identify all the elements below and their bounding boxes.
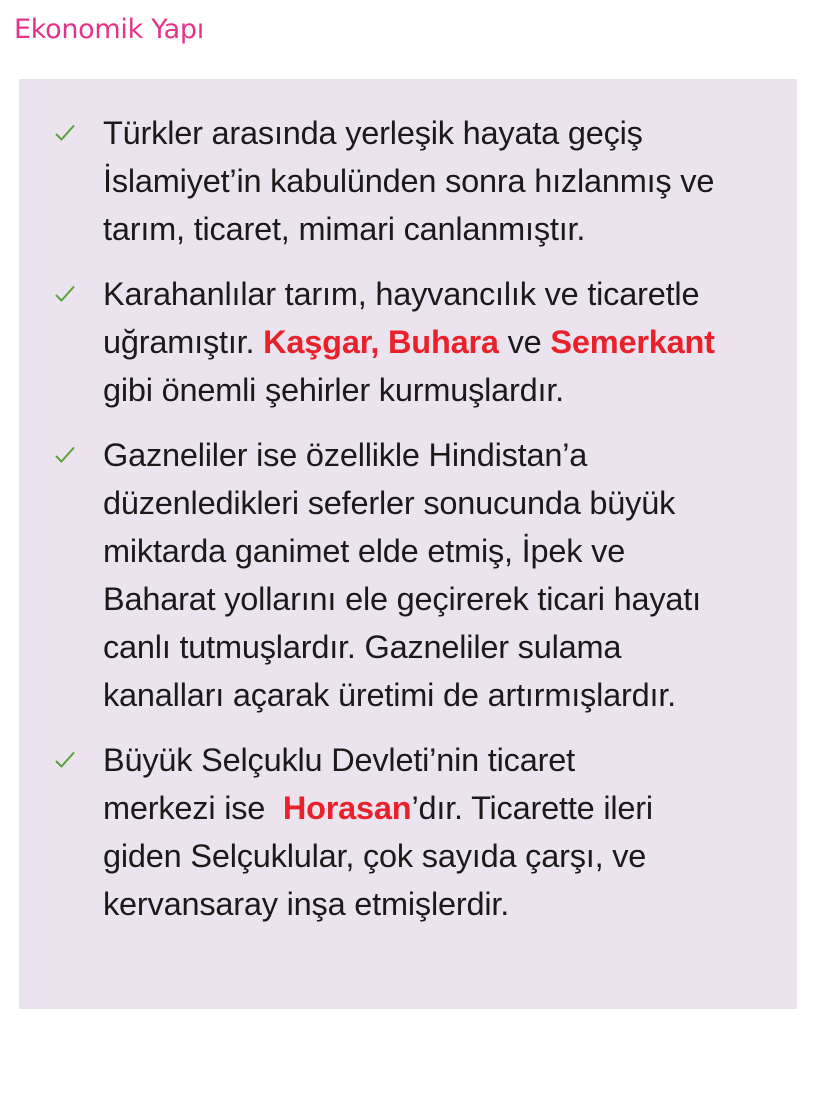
item-line: Türkler arasında yerleşik hayata geçiş <box>103 115 643 151</box>
list-item <box>43 109 783 253</box>
item-line: gibi önemli şehirler kurmuşlardır. <box>103 372 565 408</box>
check-mark-icon <box>55 736 75 784</box>
section-title: Ekonomik Yapı <box>14 14 204 45</box>
item-line: Gazneliler ise özellikle Hindistan’a <box>103 437 588 473</box>
list-item <box>43 270 783 414</box>
highlight-cities: Kaşgar, Buhara <box>263 324 499 360</box>
item-text: ve <box>498 324 551 360</box>
bullet-list <box>43 109 783 928</box>
item-line: Baharat yollarını ele geçirerek ticari hayatı <box>103 581 701 617</box>
item-text: ’dır. Ticarette ileri <box>411 790 653 826</box>
item-line: kanalları açarak üretimi de artırmışlardır. <box>103 677 676 713</box>
item-line: İslamiyet’in kabulünden sonra hızlanmış ve <box>103 163 715 199</box>
item-line: canlı tutmuşlardır. Gazneliler sulama <box>103 629 622 665</box>
list-item <box>43 431 783 719</box>
item-line: kervansaray inşa etmişlerdir. <box>103 886 510 922</box>
item-line: düzenledikleri seferler sonucunda büyük <box>103 485 676 521</box>
item-line: miktarda ganimet elde etmiş, İpek ve <box>103 533 626 569</box>
check-mark-icon <box>55 431 75 479</box>
content-panel <box>19 79 797 1009</box>
item-text: merkezi ise <box>103 790 283 826</box>
item-line: Karahanlılar tarım, hayvancılık ve ticaretle <box>103 276 700 312</box>
check-mark-icon <box>55 270 75 318</box>
item-line: tarım, ticaret, mimari canlanmıştır. <box>103 211 586 247</box>
item-line: Büyük Selçuklu Devleti’nin ticaret <box>103 742 575 778</box>
item-line: giden Selçuklular, çok sayıda çarşı, ve <box>103 838 647 874</box>
check-mark-icon <box>55 109 75 157</box>
highlight-semerkant: Semerkant <box>550 324 715 360</box>
item-text: uğramıştır. <box>103 324 264 360</box>
list-item <box>43 736 783 928</box>
highlight-horasan: Horasan <box>282 790 412 826</box>
